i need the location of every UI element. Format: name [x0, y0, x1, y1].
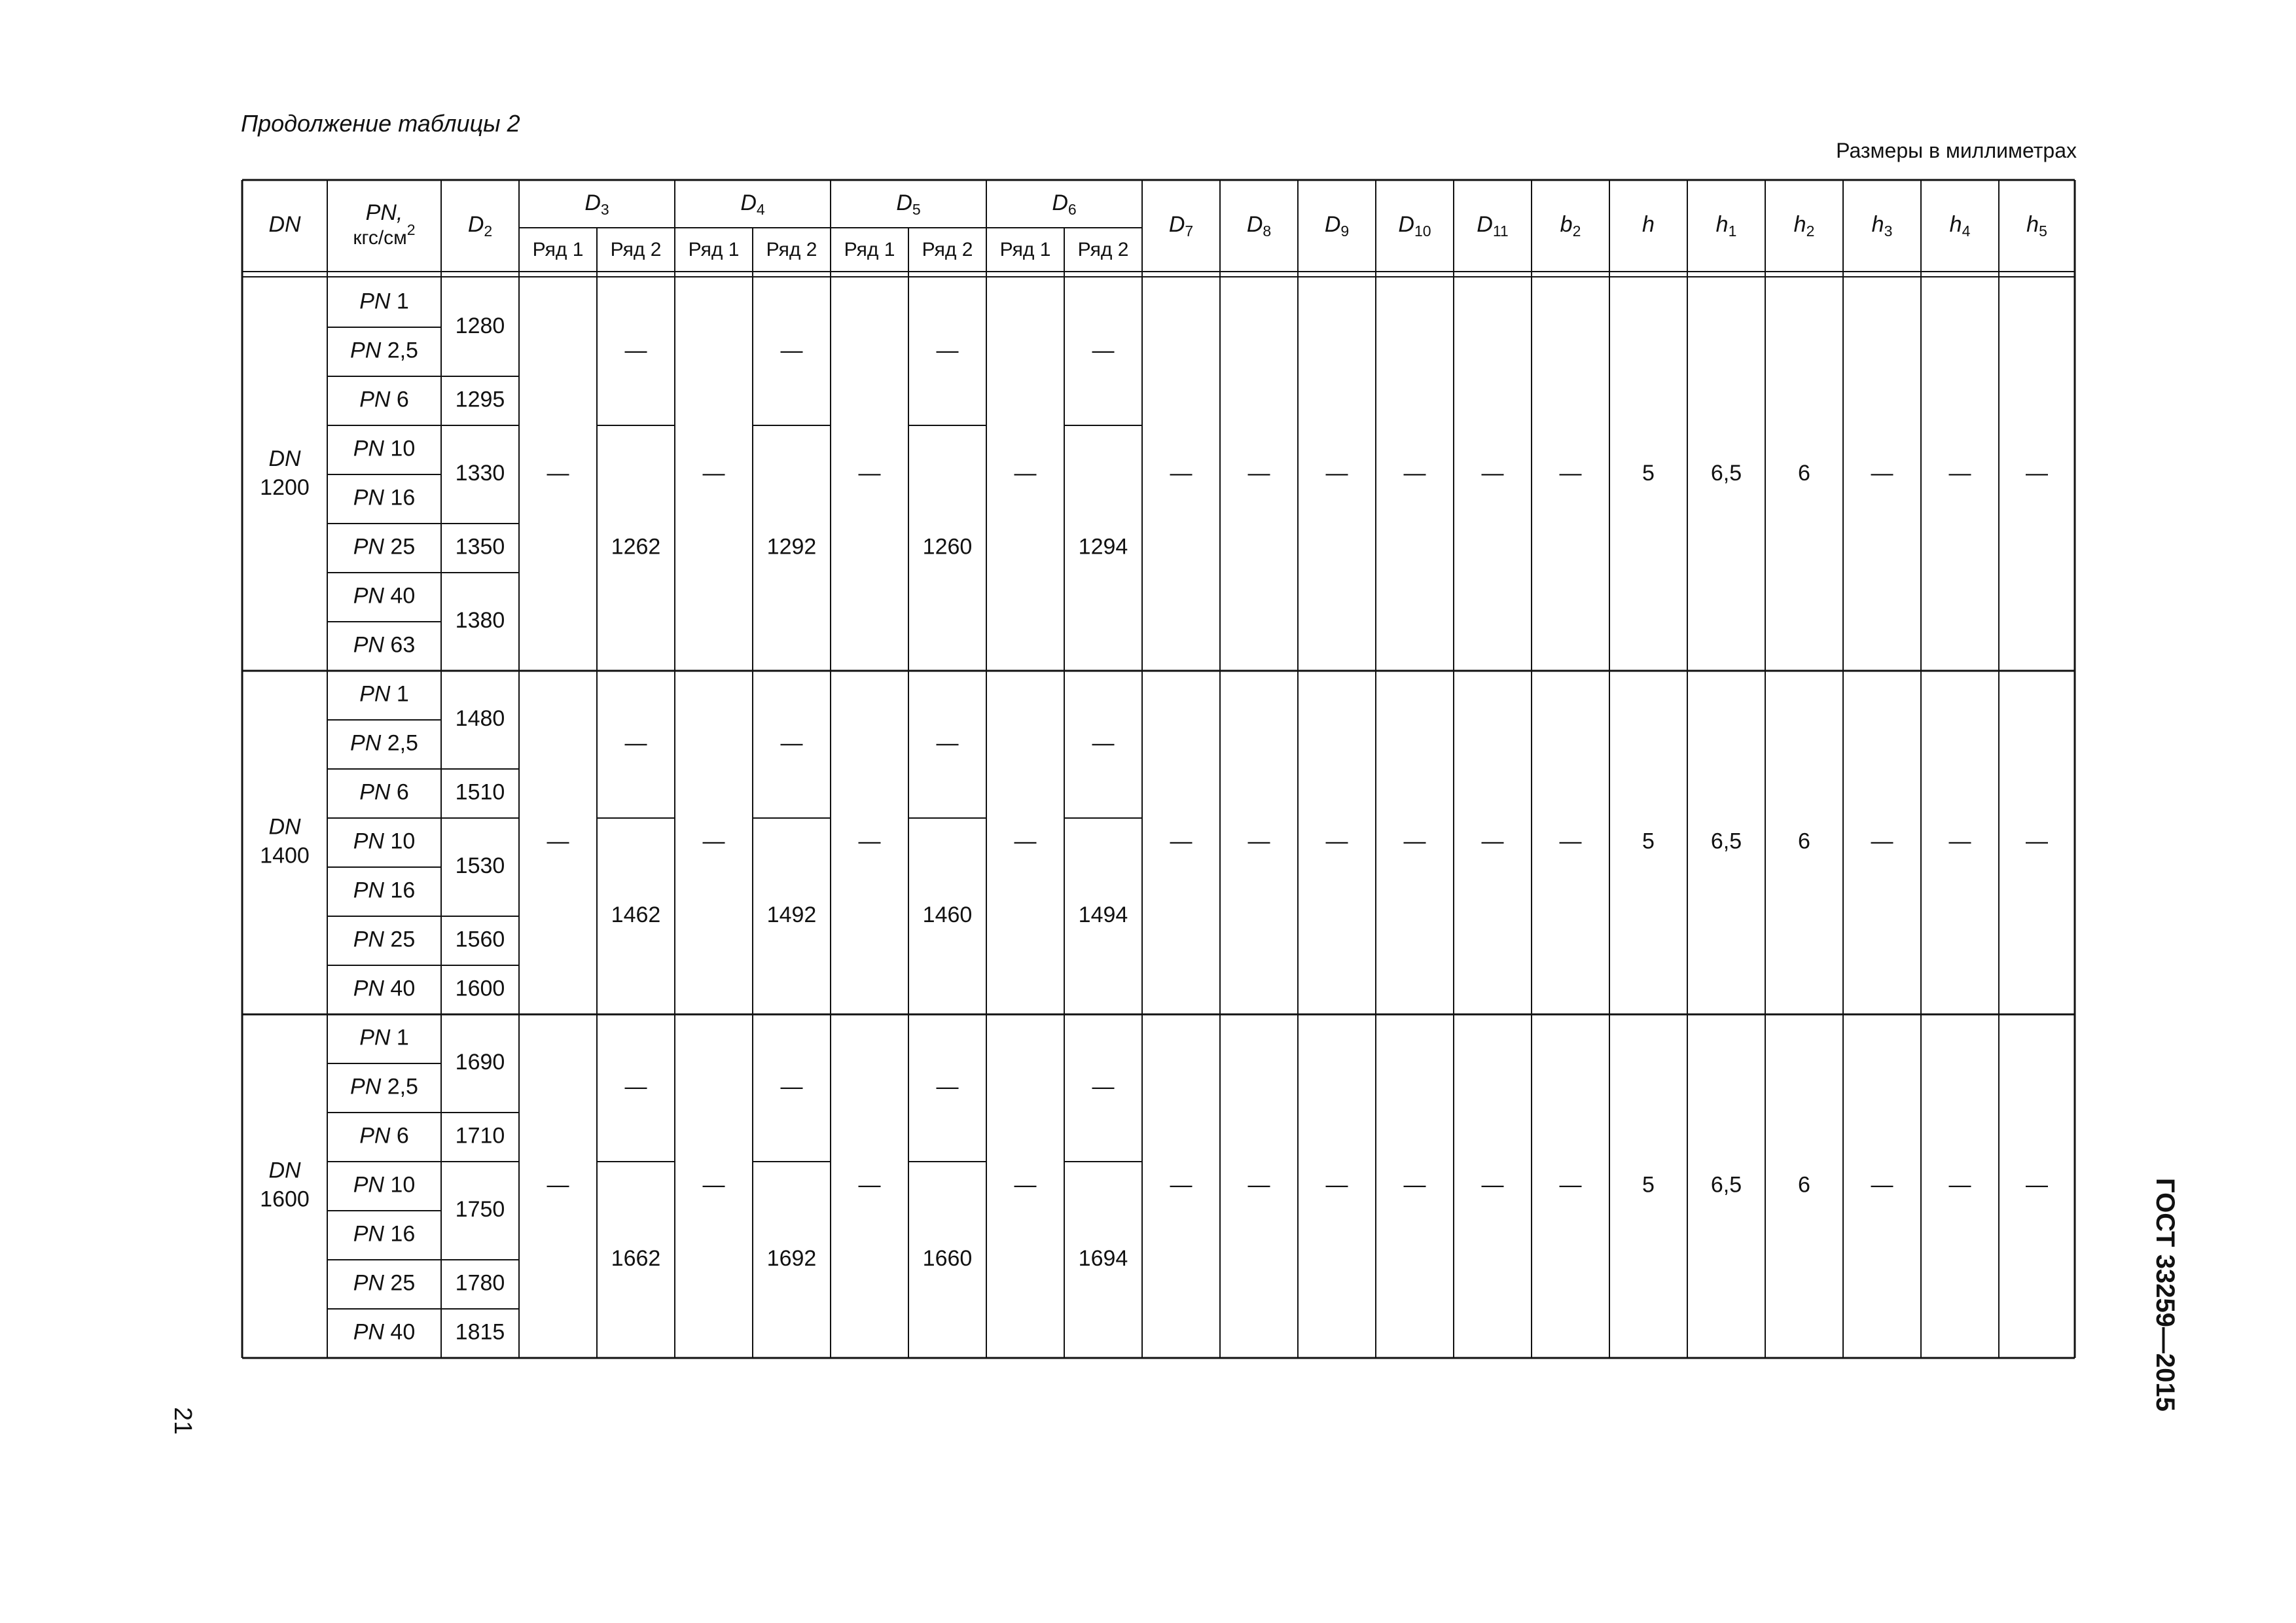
- cell-value: —: [1247, 1172, 1270, 1198]
- dn-label: DN: [268, 814, 301, 840]
- cell-value: —: [1871, 460, 1893, 486]
- row1-dash: —: [1014, 1172, 1037, 1198]
- pn-cell: PN 2,5: [350, 730, 418, 756]
- header-d2: $D_2$: [467, 211, 493, 240]
- cell-value: —: [1403, 829, 1426, 854]
- cell-value: —: [1559, 829, 1582, 854]
- header-d7: $D_7$: [1168, 211, 1194, 240]
- cell-value: 6,5: [1710, 829, 1742, 854]
- header-d8: $D_8$: [1246, 211, 1272, 240]
- pn-cell: PN 16: [353, 485, 416, 510]
- pn-cell: PN 1: [359, 1025, 409, 1050]
- dn-label: DN: [268, 446, 301, 471]
- cell-value: 6: [1798, 1172, 1810, 1198]
- header-b2: $b_2$: [1560, 211, 1581, 240]
- row1-dash: —: [858, 829, 881, 854]
- row2-dash: —: [780, 730, 803, 756]
- pn-cell: PN 40: [353, 583, 416, 609]
- d2-cell: 1710: [455, 1123, 505, 1149]
- dn-label: DN: [268, 1158, 301, 1183]
- row1-dash: —: [1014, 460, 1037, 486]
- d2-cell: 1480: [455, 705, 505, 731]
- d2-cell: 1280: [455, 313, 505, 338]
- cell-value: —: [1481, 1172, 1504, 1198]
- d2-cell: 1295: [455, 387, 505, 412]
- cell-value: —: [1170, 1172, 1193, 1198]
- row2-value: 1462: [611, 902, 661, 927]
- row2-dash: —: [1092, 338, 1115, 363]
- row2-dash: —: [624, 1074, 647, 1099]
- pn-cell: PN 6: [359, 387, 409, 412]
- cell-value: —: [1559, 1172, 1582, 1198]
- pn-cell: PN 40: [353, 1319, 416, 1345]
- header-h5: $h_5$: [2026, 211, 2047, 240]
- header-row2: Ряд 2: [1077, 238, 1129, 260]
- header-pn-unit: кгс/$см^2$: [353, 221, 416, 249]
- row2-dash: —: [624, 338, 647, 363]
- header-h4: $h_4$: [1949, 211, 1971, 240]
- row1-dash: —: [702, 1172, 725, 1198]
- header-dn: DN: [268, 211, 301, 237]
- d2-cell: 1750: [455, 1196, 505, 1222]
- row2-value: 1292: [766, 534, 817, 560]
- row2-dash: —: [780, 338, 803, 363]
- cell-value: —: [1325, 1172, 1348, 1198]
- cell-value: 6: [1798, 829, 1810, 854]
- cell-value: 6,5: [1710, 1172, 1742, 1198]
- header-d10: $D_{10}$: [1398, 211, 1431, 240]
- row2-value: 1260: [922, 534, 973, 560]
- table-caption: Продолжение таблицы 2: [241, 110, 520, 137]
- row2-dash: —: [1092, 730, 1115, 756]
- standard-designation: ГОСТ 33259—2015: [2151, 1178, 2179, 1412]
- d2-cell: 1380: [455, 607, 505, 633]
- header-h3: $h_3$: [1871, 211, 1893, 240]
- cell-value: 6,5: [1710, 460, 1742, 486]
- cell-value: —: [2026, 829, 2048, 854]
- row2-dash: —: [624, 730, 647, 756]
- header-row2: Ряд 2: [922, 238, 973, 260]
- header-d3: $D_3$: [584, 190, 609, 219]
- pn-cell: PN 10: [353, 1172, 416, 1198]
- header-d4: $D_4$: [740, 190, 765, 219]
- d2-cell: 1600: [455, 976, 505, 1001]
- row2-value: 1460: [922, 902, 973, 927]
- row2-value: 1294: [1078, 534, 1128, 560]
- cell-value: 5: [1642, 829, 1655, 854]
- cell-value: —: [1559, 460, 1582, 486]
- header-row1: Ряд 1: [532, 238, 584, 260]
- pn-cell: PN 40: [353, 976, 416, 1001]
- cell-value: —: [1481, 460, 1504, 486]
- row1-dash: —: [547, 829, 569, 854]
- pn-cell: PN 1: [359, 289, 409, 314]
- header-row1: Ряд 1: [844, 238, 895, 260]
- row1-dash: —: [858, 1172, 881, 1198]
- dn-value: 1400: [260, 843, 310, 868]
- d2-cell: 1780: [455, 1270, 505, 1296]
- pn-cell: PN 25: [353, 1270, 416, 1296]
- cell-value: —: [1948, 460, 1971, 486]
- cell-value: —: [1948, 1172, 1971, 1198]
- d2-cell: 1330: [455, 460, 505, 486]
- pn-cell: PN 16: [353, 878, 416, 903]
- cell-value: —: [1871, 1172, 1893, 1198]
- header-d11: $D_{11}$: [1477, 211, 1509, 240]
- header-d5: $D_5$: [896, 190, 921, 219]
- cell-value: —: [1403, 460, 1426, 486]
- d2-cell: 1350: [455, 534, 505, 560]
- pn-cell: PN 63: [353, 632, 416, 658]
- row2-dash: —: [936, 338, 959, 363]
- row2-dash: —: [936, 730, 959, 756]
- pn-cell: PN 16: [353, 1221, 416, 1247]
- row1-dash: —: [1014, 829, 1037, 854]
- row2-value: 1494: [1078, 902, 1128, 927]
- row1-dash: —: [547, 1172, 569, 1198]
- pn-cell: PN 2,5: [350, 1074, 418, 1099]
- header-d6: $D_6$: [1052, 190, 1077, 219]
- header-h1: $h_1$: [1715, 211, 1737, 240]
- row1-dash: —: [858, 460, 881, 486]
- d2-cell: 1560: [455, 927, 505, 952]
- dn-value: 1200: [260, 474, 310, 500]
- cell-value: —: [1247, 460, 1270, 486]
- cell-value: —: [1247, 829, 1270, 854]
- header-row2: Ряд 2: [766, 238, 817, 260]
- row1-dash: —: [702, 460, 725, 486]
- pn-cell: PN 10: [353, 829, 416, 854]
- cell-value: —: [1325, 460, 1348, 486]
- header-h2: $h_2$: [1793, 211, 1815, 240]
- d2-cell: 1510: [455, 779, 505, 805]
- dn-value: 1600: [260, 1186, 310, 1212]
- row2-value: 1692: [766, 1245, 817, 1271]
- d2-cell: 1690: [455, 1049, 505, 1075]
- cell-value: —: [1481, 829, 1504, 854]
- pn-cell: PN 6: [359, 1123, 409, 1149]
- row2-value: 1662: [611, 1245, 661, 1271]
- cell-value: —: [1170, 829, 1193, 854]
- pn-cell: PN 10: [353, 436, 416, 461]
- cell-value: —: [2026, 460, 2048, 486]
- row2-value: 1492: [766, 902, 817, 927]
- header-row1: Ряд 1: [688, 238, 740, 260]
- cell-value: 6: [1798, 460, 1810, 486]
- pn-cell: PN 2,5: [350, 338, 418, 363]
- page-number: 21: [169, 1407, 196, 1435]
- header-row2: Ряд 2: [610, 238, 662, 260]
- row1-dash: —: [702, 829, 725, 854]
- units-note: Размеры в миллиметрах: [1836, 139, 2077, 162]
- d2-cell: 1530: [455, 853, 505, 878]
- pn-cell: PN 25: [353, 927, 416, 952]
- d2-cell: 1815: [455, 1319, 505, 1345]
- row2-value: 1660: [922, 1245, 973, 1271]
- cell-value: —: [1325, 829, 1348, 854]
- row1-dash: —: [547, 460, 569, 486]
- header-d9: $D_9$: [1324, 211, 1350, 240]
- header-row1: Ряд 1: [999, 238, 1051, 260]
- pn-cell: PN 1: [359, 681, 409, 707]
- cell-value: 5: [1642, 460, 1655, 486]
- cell-value: —: [1170, 460, 1193, 486]
- pn-cell: PN 25: [353, 534, 416, 560]
- header-h: h: [1642, 211, 1655, 237]
- cell-value: 5: [1642, 1172, 1655, 1198]
- cell-value: —: [1948, 829, 1971, 854]
- row2-value: 1262: [611, 534, 661, 560]
- cell-value: —: [2026, 1172, 2048, 1198]
- cell-value: —: [1403, 1172, 1426, 1198]
- row2-dash: —: [780, 1074, 803, 1099]
- row2-value: 1694: [1078, 1245, 1128, 1271]
- pn-cell: PN 6: [359, 779, 409, 805]
- header-pn: PN,: [365, 200, 403, 225]
- cell-value: —: [1871, 829, 1893, 854]
- row2-dash: —: [1092, 1074, 1115, 1099]
- row2-dash: —: [936, 1074, 959, 1099]
